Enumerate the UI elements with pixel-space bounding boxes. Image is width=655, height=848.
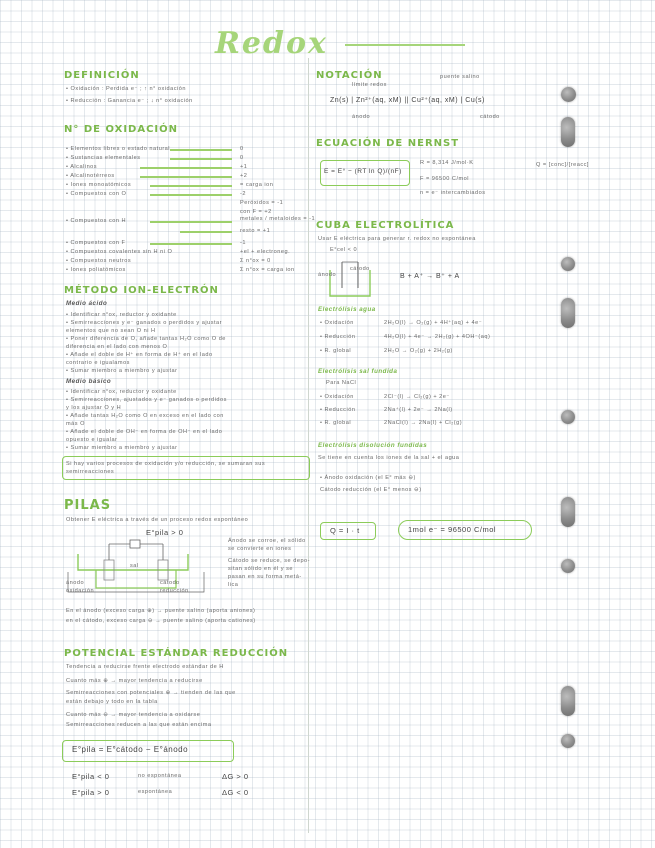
nox-value: 0 bbox=[240, 155, 244, 161]
pila-anodo-label: ánodo bbox=[66, 580, 85, 586]
arrow-bar bbox=[150, 243, 232, 245]
title-underline bbox=[345, 44, 465, 46]
fundida-sub: Para NaCl bbox=[326, 380, 357, 386]
medio-basico-label: Medio básico bbox=[66, 378, 112, 385]
punch-hole bbox=[561, 87, 576, 102]
nox-value: Σ n°ox = carga ion bbox=[240, 267, 295, 273]
arrow-bar bbox=[150, 194, 232, 196]
notacion-puente: puente salino bbox=[440, 74, 480, 80]
nox-value: 0 bbox=[240, 146, 244, 152]
heading-n-oxidacion: N° DE OXIDACIÓN bbox=[64, 124, 179, 135]
metodo-note: Si hay varios procesos de oxidación y/o reducción, se sumaran sus semirreacciones bbox=[66, 461, 266, 475]
pilas-eq: E°pila > 0 bbox=[146, 528, 184, 537]
nox-label: • Compuestos con F bbox=[66, 240, 126, 246]
disolucion-row: • Ánodo oxidación (el E° más ⊖) bbox=[320, 475, 416, 481]
heading-fundida: Electrólisis sal fundida bbox=[318, 368, 398, 375]
nox-label: • Compuestos neutros bbox=[66, 258, 132, 264]
cuba-ecel: E°cel < 0 bbox=[330, 247, 358, 253]
pila-desc: Cátodo se reduce, se depo- bbox=[228, 558, 311, 564]
formula-epila: E°pila = E°cátodo − E°ánodo bbox=[72, 745, 189, 754]
nernst-q: Q = [conc]/[reacc] bbox=[536, 162, 589, 168]
heading-notacion: NOTACIÓN bbox=[316, 70, 383, 81]
arrow-bar bbox=[150, 221, 232, 223]
pila-desc: sitan sólido en él y se bbox=[228, 566, 293, 572]
column-divider bbox=[308, 58, 309, 833]
epila-row-c3: ΔG > 0 bbox=[222, 772, 249, 781]
heading-cuba: CUBA ELECTROLÍTICA bbox=[316, 220, 455, 231]
nox-value: resto = +1 bbox=[240, 228, 271, 234]
agua-key: • R. global bbox=[320, 348, 352, 354]
notacion-anodo: ánodo bbox=[352, 114, 371, 120]
nox-value: = carga ion bbox=[240, 182, 274, 188]
punch-hole bbox=[561, 117, 575, 147]
punch-hole bbox=[561, 686, 575, 716]
heading-definicion: DEFINICIÓN bbox=[64, 70, 140, 81]
potencial-line: Cuanto más ⊕ → mayor tendencia a reducirse bbox=[66, 678, 203, 684]
fundida-key: • Oxidación bbox=[320, 394, 354, 400]
page-title: Redox bbox=[215, 26, 328, 61]
disolucion-intro: Se tiene en cuenta los iones de la sal + el agua bbox=[318, 455, 460, 461]
pila-catodo-label: cátodo bbox=[160, 580, 180, 586]
nernst-const: F = 96500 C/mol bbox=[420, 176, 470, 182]
nernst-const: R = 8,314 J/mol·K bbox=[420, 160, 474, 166]
metodo-step: • Añade el doble de OH⁻ en forma de OH⁻ en el lado bbox=[66, 429, 223, 435]
pila-salt-bridge-label: sal bbox=[130, 563, 139, 569]
cuba-intro: Usar E eléctrica para generar r. redox no espontánea bbox=[318, 236, 476, 242]
agua-val: 2H₂O(l) → O₂(g) + 4H⁺(aq) + 4e⁻ bbox=[384, 320, 483, 326]
metodo-step: • Sumar miembro a miembro y ajustar bbox=[66, 445, 178, 451]
potencial-line: Cuanto más ⊖ → mayor tendencia a oxidarse bbox=[66, 712, 201, 718]
disolucion-row: Cátodo reducción (el E° menos ⊖) bbox=[320, 487, 422, 493]
punch-hole bbox=[561, 257, 575, 271]
potencial-line: Tendencia a reducirse frente electrodo estándar de H bbox=[66, 664, 224, 670]
notacion-formula: Zn(s) | Zn²⁺(aq, xM) || Cu²⁺(aq, xM) | Cu(s) bbox=[330, 97, 485, 104]
formula-q: Q = I · t bbox=[330, 526, 360, 535]
nox-label: • Alcalinotérreos bbox=[66, 173, 115, 179]
nernst-formula: E = E° − (RT ln Q)/(nF) bbox=[324, 168, 402, 175]
heading-potencial: POTENCIAL ESTÁNDAR REDUCCIÓN bbox=[64, 648, 289, 659]
fundida-key: • Reducción bbox=[320, 407, 356, 413]
pila-line: En el ánodo (exceso carga ⊕) → puente salino (aporta aniones) bbox=[66, 608, 256, 614]
heading-nernst: ECUACIÓN DE NERNST bbox=[316, 138, 460, 149]
pila-catodo-sub: reducción bbox=[160, 588, 189, 594]
fundida-val: 2NaCl(l) → 2Na(l) + Cl₂(g) bbox=[384, 420, 463, 426]
metodo-step: • Semirreacciones, ajustados y e⁻ ganados o perdidos bbox=[66, 397, 227, 403]
agua-key: • Oxidación bbox=[320, 320, 354, 326]
arrow-bar bbox=[150, 185, 232, 187]
nox-label: • Iones poliatómicos bbox=[66, 267, 126, 273]
epila-row-c1: E°pila > 0 bbox=[72, 788, 110, 797]
pila-line: en el cátodo, exceso carga ⊖ → puente salino (aporta cationes) bbox=[66, 618, 256, 624]
arrow-bar bbox=[180, 231, 232, 233]
agua-val: 4H₂O(l) + 4e⁻ → 2H₂(g) + 4OH⁻(aq) bbox=[384, 334, 491, 340]
metodo-step: diferencia en el lado con menos O bbox=[66, 344, 168, 350]
nox-value: -1 bbox=[240, 240, 246, 246]
potencial-line: Semirreacciones con potenciales ⊕ → tienden de las que bbox=[66, 690, 236, 696]
punch-hole bbox=[561, 410, 575, 424]
cuba-anodo-label: ánodo bbox=[318, 272, 337, 278]
potencial-line: están debajo y todo en la tabla bbox=[66, 699, 158, 705]
nox-label: • Compuestos con H bbox=[66, 218, 127, 224]
cuba-diagram bbox=[324, 256, 384, 300]
metodo-step: y los ajustar O y H bbox=[66, 405, 122, 411]
pila-anodo-sub: oxidación bbox=[66, 588, 95, 594]
nernst-const: n = e⁻ intercambiados bbox=[420, 190, 486, 196]
metodo-step: • Poner diferencia de O, añade tantas H₂O como O de bbox=[66, 336, 226, 342]
arrow-bar bbox=[140, 176, 232, 178]
punch-hole bbox=[561, 559, 575, 573]
nox-value: Σ n°ox = 0 bbox=[240, 258, 271, 264]
metodo-step: más O bbox=[66, 421, 85, 427]
metodo-step: • Añade tantas H₂O como O en exceso en el lado con bbox=[66, 413, 224, 419]
heading-disolucion: Electrólisis disolución fundidas bbox=[318, 442, 428, 449]
agua-key: • Reducción bbox=[320, 334, 356, 340]
fundida-val: 2Na⁺(l) + 2e⁻ → 2Na(l) bbox=[384, 407, 453, 413]
medio-acido-label: Medio ácido bbox=[66, 300, 108, 307]
heading-pilas: PILAS bbox=[64, 498, 112, 513]
pila-desc: Ánodo se corroe, el sólido bbox=[228, 538, 306, 544]
punch-hole bbox=[561, 497, 575, 527]
epila-row-c1: E°pila < 0 bbox=[72, 772, 110, 781]
notacion-catodo: cátodo bbox=[480, 114, 500, 120]
metodo-step: • Añade el doble de H⁺ en forma de H⁺ en el lado bbox=[66, 352, 213, 358]
arrow-bar bbox=[140, 167, 232, 169]
cuba-ion-eq: B + A⁺ → B⁺ + A bbox=[400, 273, 460, 280]
formula-faraday: 1mol e⁻ = 96500 C/mol bbox=[408, 525, 497, 534]
nox-value: +2 bbox=[240, 173, 248, 179]
nox-value: con F = +2 bbox=[240, 209, 272, 215]
pila-desc: se convierte en iones bbox=[228, 546, 292, 552]
fundida-val: 2Cl⁻(l) → Cl₂(g) + 2e⁻ bbox=[384, 394, 450, 400]
arrow-bar bbox=[170, 158, 232, 160]
agua-val: 2H₂O → O₂(g) + 2H₂(g) bbox=[384, 348, 453, 354]
nox-value: -2 bbox=[240, 191, 246, 197]
metodo-step: • Sumar miembro a miembro y ajustar bbox=[66, 368, 178, 374]
nox-label: • Iones monoatómicos bbox=[66, 182, 132, 188]
nox-value: metales / metaloides = -1 bbox=[240, 216, 316, 222]
heading-agua: Electrólisis agua bbox=[318, 306, 376, 313]
nox-value: +1 bbox=[240, 164, 248, 170]
epila-row-c2: no espontánea bbox=[138, 773, 182, 779]
nox-value: +el + electroneg. bbox=[240, 249, 291, 255]
definicion-line: • Oxidación : Perdida e⁻ ; ↑ n° oxidación bbox=[66, 86, 186, 92]
metodo-step: • Identificar n°ox, reductor y oxidante bbox=[66, 389, 177, 395]
arrow-bar bbox=[170, 149, 232, 151]
nox-label: • Elementos libres o estado natural bbox=[66, 146, 171, 152]
cuba-catodo-label: cátodo bbox=[350, 266, 370, 272]
metodo-step: contrario e igualamos bbox=[66, 360, 130, 366]
punch-hole bbox=[561, 734, 575, 748]
heading-metodo: MÉTODO ION-ELECTRÓN bbox=[64, 285, 219, 296]
nox-label: • Compuestos covalentes sin H ni O bbox=[66, 249, 173, 255]
potencial-line: Semirreacciones reducen a las que están encima bbox=[66, 722, 212, 728]
pila-desc: pasan en su forma metá- bbox=[228, 574, 302, 580]
metodo-step: • Semirreacciones y e⁻ ganados o perdidos y ajustar bbox=[66, 320, 223, 326]
nox-label: • Compuestos con O bbox=[66, 191, 127, 197]
metodo-step: • Identificar n°ox, reductor y oxidante bbox=[66, 312, 177, 318]
metodo-step: elementos que no sean O ni H bbox=[66, 328, 156, 334]
pila-desc: lica bbox=[228, 582, 239, 588]
fundida-key: • R. global bbox=[320, 420, 352, 426]
definicion-line: • Reducción : Ganancia e⁻ ; ↓ n° oxidación bbox=[66, 98, 193, 104]
metodo-step: opuesto e igualar bbox=[66, 437, 118, 443]
nox-value: Peróxidos = -1 bbox=[240, 200, 284, 206]
punch-hole bbox=[561, 298, 575, 328]
pilas-intro: Obtener E eléctrica a través de un proceso redox espontáneo bbox=[66, 517, 249, 523]
nox-label: • Alcalinos bbox=[66, 164, 98, 170]
epila-row-c2: espontánea bbox=[138, 789, 173, 795]
nox-label: • Sustancias elementales bbox=[66, 155, 141, 161]
notacion-limite: límite redox bbox=[352, 82, 387, 88]
epila-row-c3: ΔG < 0 bbox=[222, 788, 249, 797]
